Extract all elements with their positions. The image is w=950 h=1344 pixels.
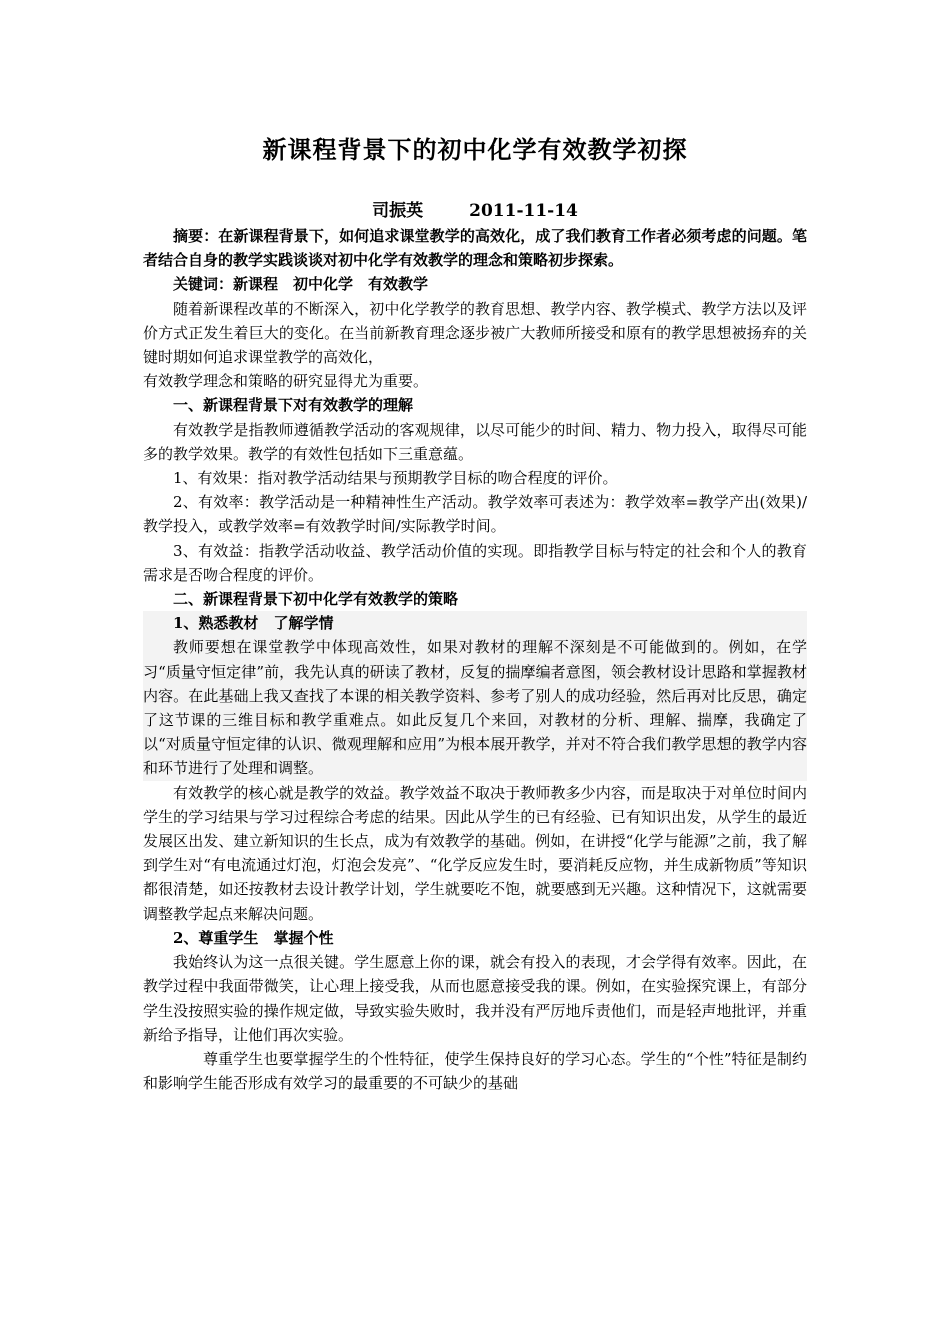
paragraph-respect: 我始终认为这一点很关键。学生愿意上你的课，就会有投入的表现，才会学得有效率。因此，在教学过程中我面带微笑，让心理上接受我，从而也愿意接受我的课。例如，在实验探究课上，有部分学生没按照实验的操作规定做，导致实验失败时，我并没有严厉地斥责他们，而是轻声地批评，并重新给予指导，让他们再次实验。 — [143, 953, 807, 1044]
keywords-line: 关键词：新课程 初中化学 有效教学 — [173, 275, 429, 294]
section-heading-1: 一、新课程背景下对有效教学的理解 — [173, 396, 414, 415]
shaded-block — [143, 611, 807, 780]
list-item-benefit: 3、有效益：指教学活动收益、教学活动价值的实现。即指教学目标与特定的社会和个人的教育需求是否吻合程度的评价。 — [143, 541, 807, 584]
intro-paragraph-end: 有效教学理念和策略的研究显得尤为重要。 — [143, 372, 429, 391]
author-name: 司振英 — [372, 201, 424, 221]
paragraph-effective-teaching: 有效教学是指教师遵循教学活动的客观规律，以尽可能少的时间、精力、物力投入，取得尽可能多的教学效果。教学的有效性包括如下三重意蕴。 — [143, 420, 807, 463]
list-item-efficiency: 2、有效率：教学活动是一种精神性生产活动。教学效率可表述为：教学效率=教学产出(效果)/教学投入，或教学效率=有效教学时间/实际教学时间。 — [143, 493, 807, 536]
paragraph-materials: 教师要想在课堂教学中体现高效性，如果对教材的理解不深刻是不可能做到的。例如，在学习“质量守恒定律”前，我先认真的研读了教材，反复的揣摩编者意图，领会教材设计思路和掌握教材内容。在此基础上我又查找了本课的相关教学资料、参考了别人的成功经验，然后再对比反思，确定了这节课的三维目标和教学重难点。如此反复几个来回，对教材的分析、理解、揣摩，我确定了以“对质量守恒定律的认识、微观理解和应用”为根本展开教学，并对不符合我们教学思想的教学内容和环节进行了处理和调整。 — [143, 638, 807, 778]
intro-paragraph: 随着新课程改革的不断深入，初中化学教学的教育思想、教学内容、教学模式、教学方法以及评价方式正发生着巨大的变化。在当前新教育理念逐步被广大教师所接受和原有的教学思想被扬弃的关键时期如何追求课堂教学的高效化， — [143, 299, 807, 367]
section-heading-2: 二、新课程背景下初中化学有效教学的策略 — [173, 590, 459, 609]
document-body — [143, 224, 807, 1095]
subheading-know-materials: 1、熟悉教材 了解学情 — [173, 614, 334, 633]
author-date-line — [0, 198, 950, 224]
paragraph-personality: 尊重学生也要掌握学生的个性特征，使学生保持良好的学习心态。学生的“个性”特征是制约和影响学生能否形成有效学习的最重要的不可缺少的基础 — [143, 1049, 807, 1093]
document-title: 新课程背景下的初中化学有效教学初探 — [262, 136, 688, 164]
subheading-respect-students: 2、尊重学生 掌握个性 — [173, 928, 334, 947]
paragraph-core-benefit: 有效教学的核心就是教学的效益。教学效益不取决于教师教多少内容，而是取决于对单位时间内学生的学习结果与学习过程综合考虑的结果。因此从学生的已有经验、已有知识出发，从学生的最近发展区出发、建立新知识的生长点，成为有效教学的基础。例如，在讲授“化学与能源”之前，我了解到学生对“有电流通过灯泡，灯泡会发亮”、“化学反应发生时，要消耗反应物，并生成新物质”等知识都很清楚，如还按教材去设计教学计划，学生就要吃不饱，就要感到无兴趣。这种情况下，这就需要调整教学起点来解决问题。 — [143, 783, 807, 923]
list-item-effect: 1、有效果：指对教学活动结果与预期教学目标的吻合程度的评价。 — [173, 469, 618, 488]
publish-date: 2011-11-14 — [469, 201, 578, 221]
abstract-paragraph: 摘要：在新课程背景下，如何追求课堂教学的高效化，成了我们教育工作者必须考虑的问题。笔者结合自身的教学实践谈谈对初中化学有效教学的理念和策略初步探索。 — [143, 227, 807, 270]
